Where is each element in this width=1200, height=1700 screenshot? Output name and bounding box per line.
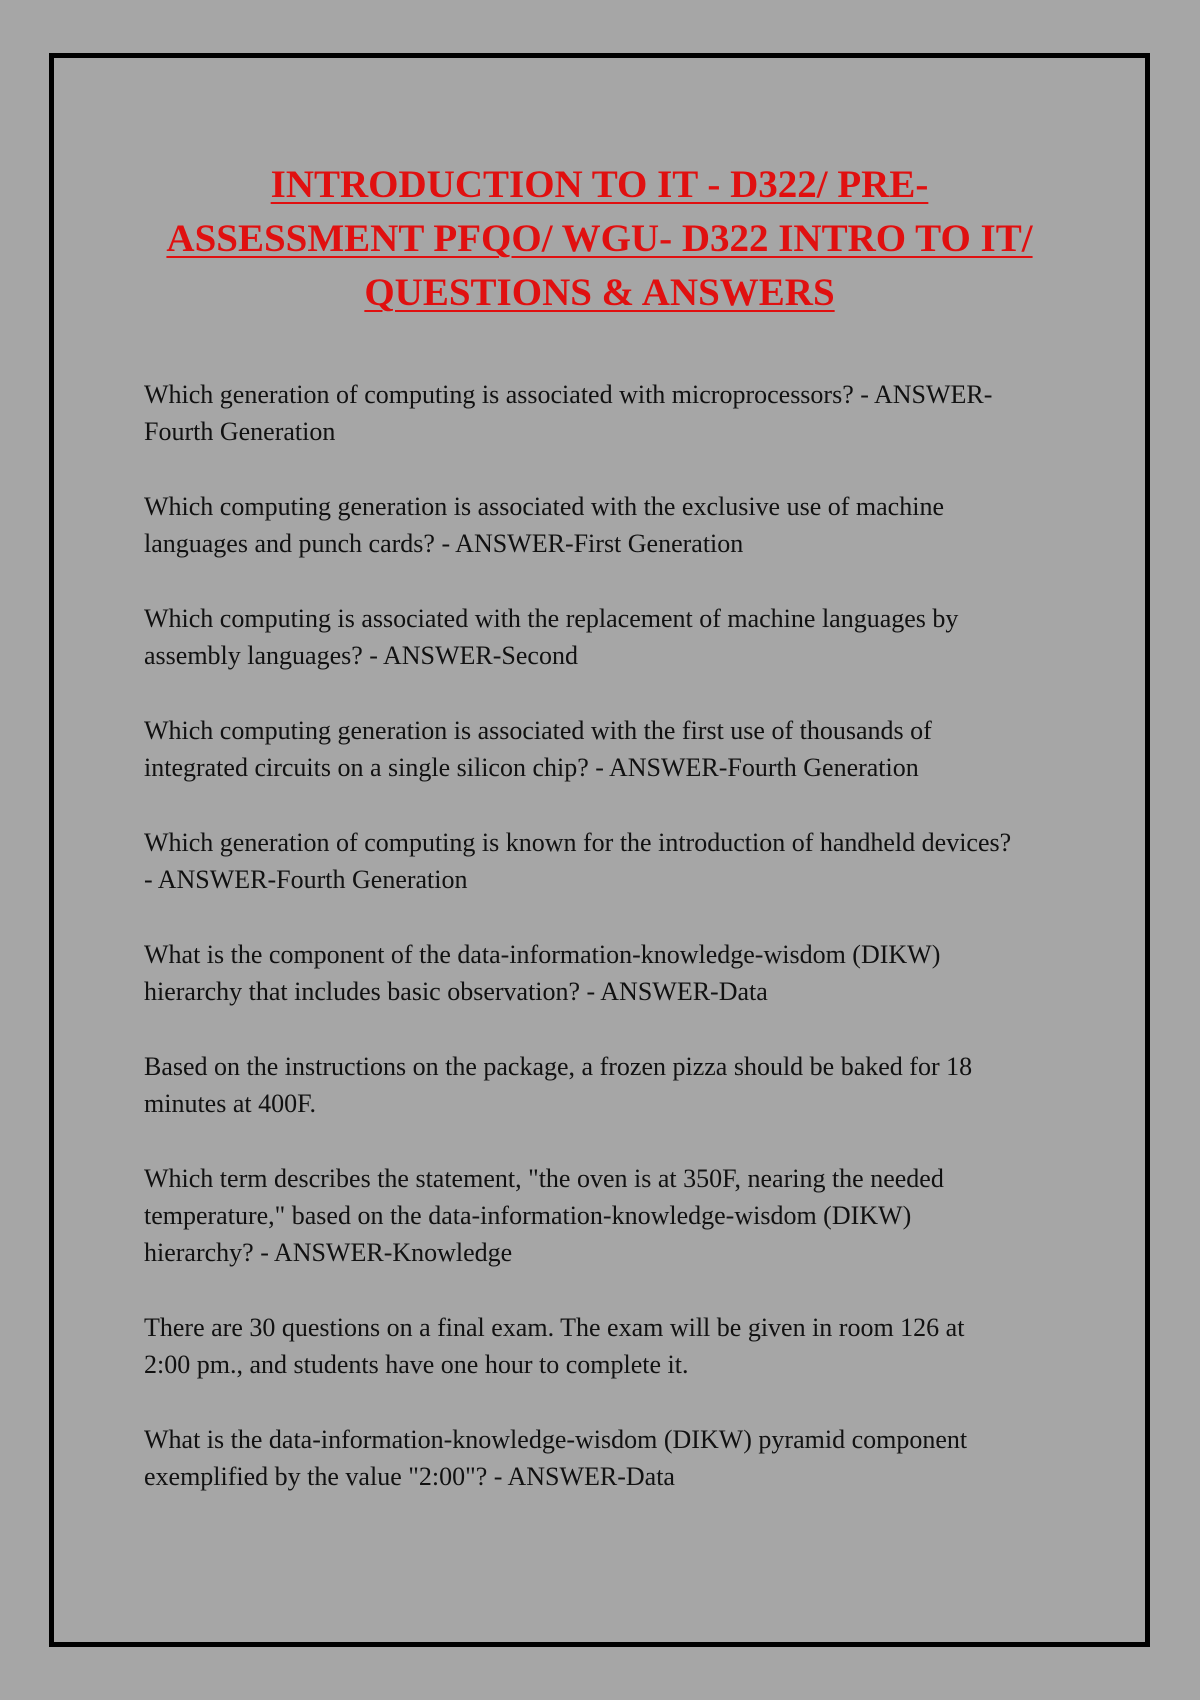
qa-item: What is the data-information-knowledge-wisdom (DIKW) pyramid component exemplified by the value "2:00"? - ANSWER-Data [144,1425,968,1491]
document-title [54,158,1145,320]
qa-item: What is the component of the data-information-knowledge-wisdom (DIKW) hierarchy that includes basic observation? - ANSWER-Data [144,940,941,1006]
qa-item: Which computing generation is associated with the exclusive use of machine languages and punch cards? - ANSWER-First Generation [144,492,944,558]
qa-item: There are 30 questions on a final exam. The exam will be given in room 126 at 2:00 pm., and students have one hour to complete it. [144,1313,965,1379]
qa-item: Which term describes the statement, "the oven is at 350F, nearing the needed temperature," based on the data-information-knowledge-wisdom (DIKW) hierarchy? - ANSWER-Knowledge [144,1164,944,1267]
qa-item: Which generation of computing is associated with microprocessors? - ANSWER- Fourth Generation [144,380,993,446]
qa-item: Which computing is associated with the replacement of machine languages by assembly languages? - ANSWER-Second [144,604,959,670]
page-frame [49,53,1150,1647]
title-line: ASSESSMENT PFQO/ WGU- D322 INTRO TO IT/ [166,217,1033,260]
qa-item: Which computing generation is associated with the first use of thousands of integrated circuits on a single silicon chip? - ANSWER-Fourth Generation [144,716,932,782]
title-line: QUESTIONS & ANSWERS [364,271,835,314]
qa-item: Based on the instructions on the package, a frozen pizza should be baked for 18 minutes at 400F. [144,1052,973,1118]
title-line: INTRODUCTION TO IT - D322/ PRE- [270,163,929,206]
qa-list [144,376,1144,1533]
qa-item: Which generation of computing is known for the introduction of handheld devices? - ANSWER-Fourth Generation [144,828,1012,894]
